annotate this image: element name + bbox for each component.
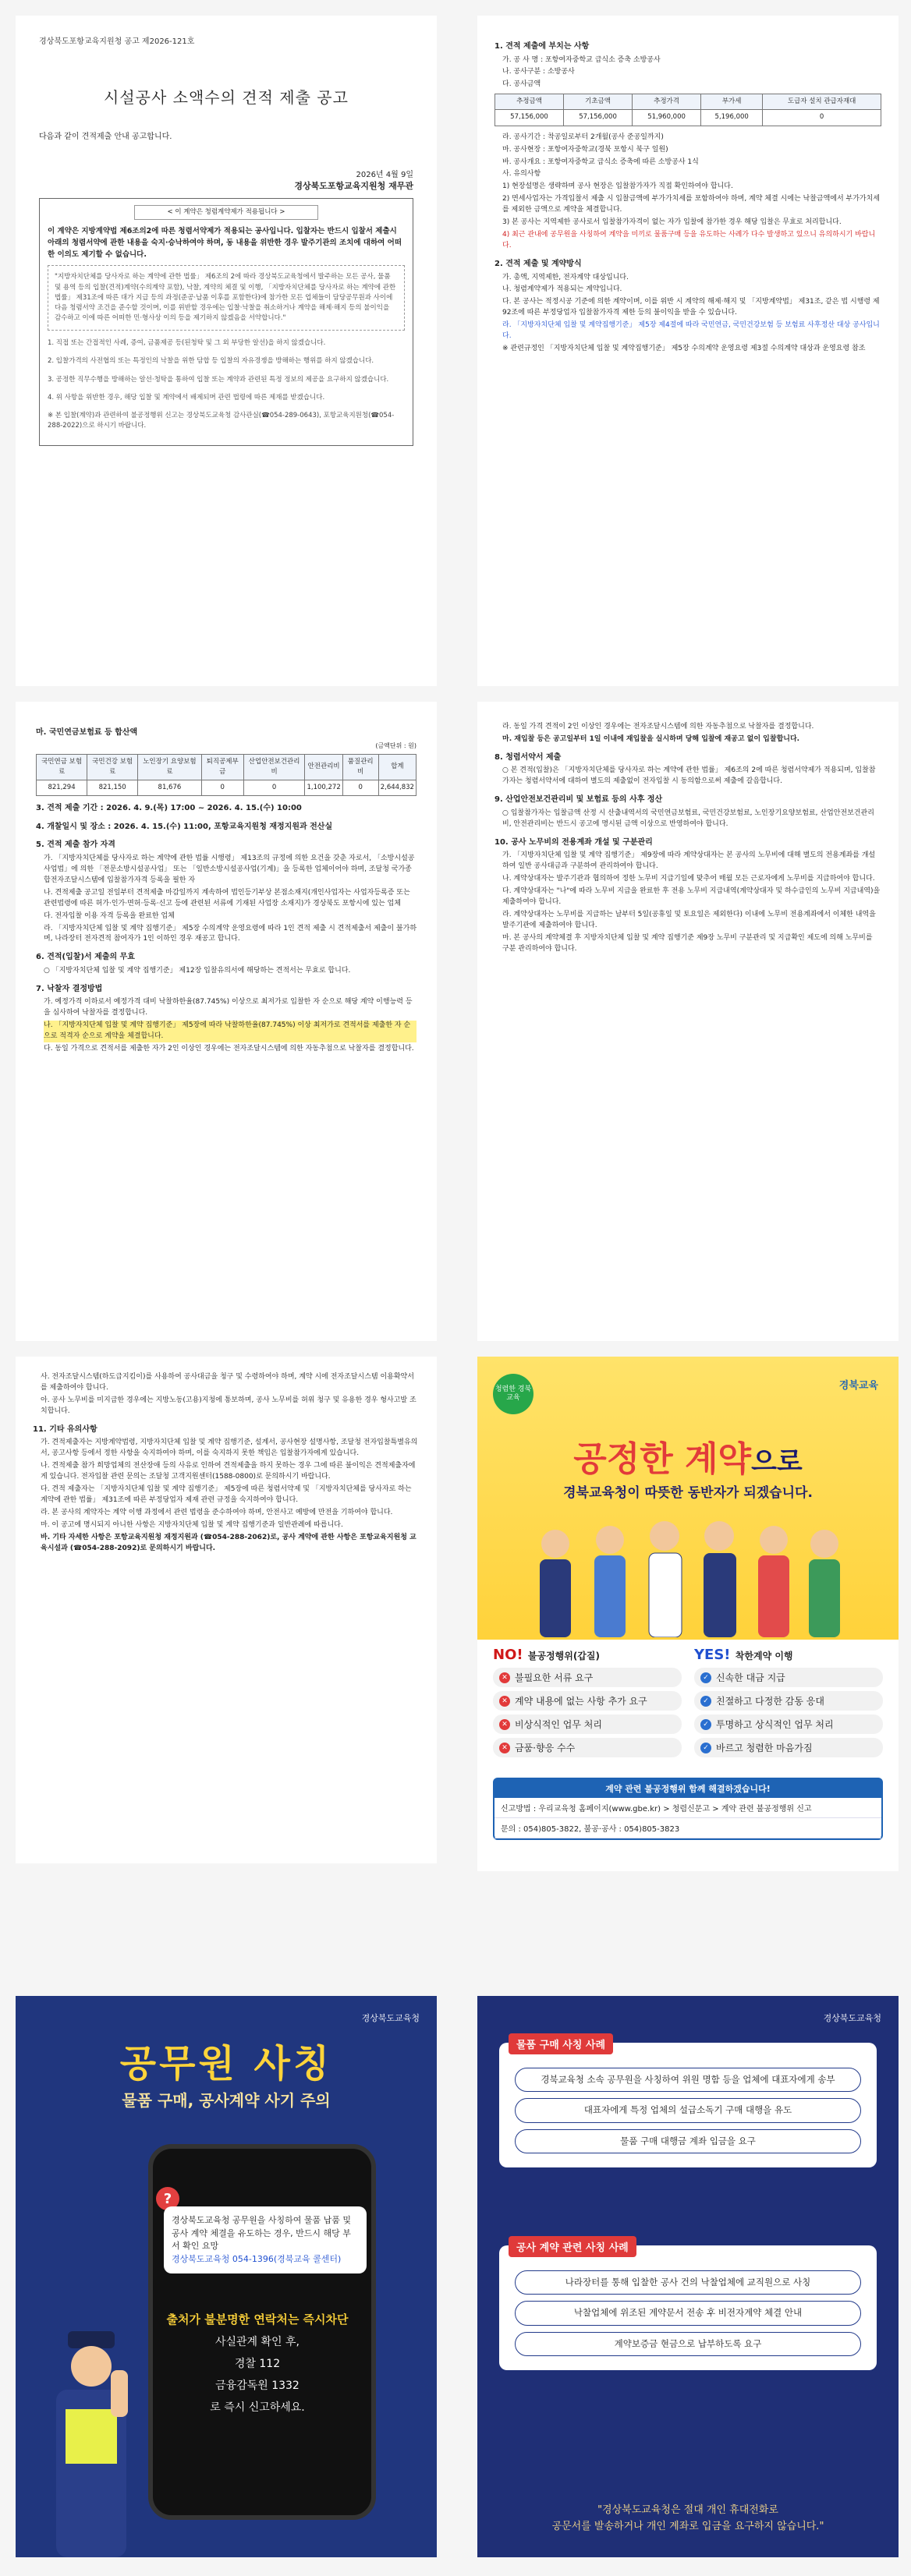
integrity-box xyxy=(39,198,413,446)
notice-org: 경상북도포항교육지원청 재무관 xyxy=(294,181,413,191)
ins-header: 퇴직공제부금 xyxy=(201,754,243,780)
invalid-a: ○ 「지방자치단체 입찰 및 계약 집행기준」 제12장 입찰유의서에 해당하는 견적서는 무효로 합니다. xyxy=(44,966,351,975)
etc-a: 가. 견적제출자는 지방계약법령, 지방자치단체 입찰 및 계약 집행기준, 설계서, 공사현장 설명사항, 조달청 전자입찰특별유의서, 공고사항 등에서 정한 사항을 숙지하여야 하며, 이를 숙지하지 못한 책임은 입찰참가자에게 있습니다. xyxy=(41,1438,418,1458)
price-header: 추정금액 xyxy=(495,94,564,110)
ins-cell: 1,100,272 xyxy=(305,780,342,796)
p4-top2: 마. 재입찰 등은 공고일부터 1일 이내에 재입찰을 실시하며 당해 입찰에 재공고 없이 입찰합니다. xyxy=(502,734,800,743)
caution-4: 4) 최근 관내에 공무원을 사칭하여 계약을 미끼로 물품구매 등을 유도하는 사례가 다수 발생하고 있으니 유의하시기 바랍니다. xyxy=(502,231,876,250)
etc-e: 마. 이 공고에 명시되지 아니한 사항은 지방자치단체 입찰 및 계약 집행기준과 일반관례에 따릅니다. xyxy=(41,1520,343,1529)
ins-cell: 0 xyxy=(201,780,243,796)
pledge-item-3: 3. 공정한 직무수행을 방해하는 알선·청탁을 통하여 입찰 또는 계약과 관련된 특정 정보의 제공을 요구하지 않겠습니다. xyxy=(48,375,389,384)
ins-cell: 821,294 xyxy=(37,780,87,796)
integrity-pledge: "지방자치단체를 당사자로 하는 계약에 관한 법률」 제6조의 2에 따라 경상북도교육청에서 발주하는 모든 공사, 물품 및 용역 등의 입찰(견적)계약(수의계약 포함), 낙찰, 계약의 체결 및 이행, 「지방자치단체를 당사자로 하는 계약에 관한 법률」 제31조에 따른 대가 지급 등의 과정(준공·납품 이후를 포함한다)에 참가한 모든 업체들이 담당공무원과 사이에 다음 청렴서약 조건을 준수할 것이며, 이를 위반할 경우에는 입찰·낙찰을 취소하거나 계약을 해제·해지 등의 불이익을 감수하고 이에 따른 어떠한 민·형사상 이의 등을 제기하지 않겠음을 서약합니다." xyxy=(48,265,405,331)
contract-d: 라. 「지방자치단체 입찰 및 계약집행기준」 제5장 제4절에 따라 국민연금, 국민건강보험 등 보험료 사후정산 대상 공사입니다. xyxy=(502,321,880,341)
price-cell: 57,156,000 xyxy=(495,110,564,126)
gbe-logo: 경상북도교육청 xyxy=(361,2013,420,2023)
p5-a: 사. 전자조달시스템(하도급지킴이)를 사용하여 공사대금을 청구 및 수령하여야 하며, 계약 시에 전자조달시스템 이용확약서를 제출하여야 합니다. xyxy=(41,1373,414,1392)
caution-2: 2) 면세사업자는 가격입찰서 제출 시 입찰금액에 부가가치세를 포함하여야 하며, 계약 체결 시에는 낙찰금액에서 부가가치세를 제외한 금액으로 계약을 체결합니다. xyxy=(502,195,880,214)
labor-b: 나. 계약상대자는 발주기관과 협의하여 정한 노무비 지급기일에 맞추어 매월 모든 근로자에게 노무비를 지급하여야 합니다. xyxy=(502,875,875,883)
labor-c: 다. 계약상대자는 "나"에 따라 노무비 지급을 완료한 후 전용 노무비 지급내역(계약상대자 및 하수급인의 노무비 지급내역)을 제출하여야 합니다. xyxy=(502,886,881,906)
case-item: 물품 구매 대행금 계좌 입금을 요구 xyxy=(515,2129,861,2153)
etc-c: 다. 견적 제출자는 「지방자치단체 입찰 및 계약 집행기준」 제5장에 따른 청렴서약제 및 「지방자치단체를 당사자로 하는 계약에 관한 법률」 제31조에 따른 부정당업자 제재 관련 규정을 숙지하여야 합니다. xyxy=(41,1485,412,1504)
x-icon: ✕ xyxy=(499,1696,510,1707)
etc-f: 바. 기타 자세한 사항은 포항교육지원청 재정지원과 (☎054-288-2062)로, 공사 계약에 관한 사항은 포항교육지원청 교육시설과 (☎054-288-2092)로 문의하시기 바랍니다. xyxy=(41,1533,417,1552)
section-11: 11. 기타 유의사항 xyxy=(33,1424,97,1434)
qual-d: 라. 「지방자치단체 입찰 및 계약 집행기준」 제5장 수의계약 운영요령에 따라 1인 견적 제출 시 견적제출서 제출이 불가하며, 나라장터 전자견적 참여자가 1인 이하인 경우 재공고 합니다. xyxy=(44,924,417,943)
people-illustration xyxy=(509,1513,867,1637)
case-item: 계약보증금 현금으로 납부하도록 요구 xyxy=(515,2332,861,2356)
integrity-lead: 이 계약은 지방계약법 제6조의2에 따른 청렴서약제가 적용되는 공사입니다. 입찰자는 반드시 입찰서 제출시 아래의 청렴서약에 관한 내용을 숙지·승낙하여야 하며, 동 내용을 위반한 경우 발주기관의 조치에 대하여 어떠한 이의도 제기할 수 없습니다. xyxy=(48,227,402,259)
yes-column xyxy=(694,1647,883,1761)
section-3: 3. 견적 제출 기간 : 2026. 4. 9.(목) 17:00 ~ 2026. 4. 15.(수) 10:00 xyxy=(36,804,302,813)
caution-3: 3) 본 공사는 지역제한 공사로서 입찰참가자격이 없는 자가 입찰에 참가한 경우 해당 입찰은 무효로 처리합니다. xyxy=(502,218,842,227)
check-icon: ✓ xyxy=(700,1696,711,1707)
closing-statement xyxy=(477,2503,899,2535)
price-header: 추정가격 xyxy=(633,94,701,110)
impersonation-subtitle: 물품 구매, 공사계약 사기 주의 xyxy=(122,2091,331,2110)
settlement: ○ 입찰참가자는 입찰금액 산정 시 산출내역서의 국민연금보험료, 국민건강보험료, 노인장기요양보험료, 산업안전보건관리비, 안전관리비는 반드시 공고에 명시된 금액 이상으로 반영하여야 합니다. xyxy=(502,809,874,828)
section-6: 6. 견적(입찰)서 제출의 무효 xyxy=(36,953,135,962)
fair-contract-poster xyxy=(477,1357,899,1871)
case-item: 낙찰업체에 위조된 계약문서 전송 후 비전자계약 체결 안내 xyxy=(515,2301,861,2325)
no-item-label: 계약 내용에 없는 사항 추가 요구 xyxy=(515,1696,647,1707)
ins-header: 합계 xyxy=(378,754,416,780)
no-yes-section xyxy=(493,1647,883,1761)
page-4 xyxy=(477,702,899,1341)
yes-item xyxy=(694,1738,883,1757)
report-method: 신고방법 : 우리교육청 홈페이지(www.gbe.kr) > 청렴신문고 > 계약 관련 불공정행위 신고 xyxy=(494,1798,881,1818)
notice-number: 경상북도포항교육지원청 공고 제2026-121호 xyxy=(39,37,195,46)
etc-b: 나. 견적제출 참가 희망업체의 전산장애 등의 사유로 인하여 견적제출을 하지 못하는 경우 그에 따른 불이익은 견적제출자에게 있습니다. 전자입찰 관련 문의는 조달청 고객지원센터(1588-0800)로 문의하시기 바랍니다. xyxy=(41,1462,416,1481)
ins-header: 국민연금 보험료 xyxy=(37,754,87,780)
project-site: 마. 공사현장 : 포항여자중학교(경북 포항시 북구 일원) xyxy=(502,145,668,154)
yes-item-label: 바르고 청렴한 마음가짐 xyxy=(716,1743,813,1753)
contract-c: 다. 본 공사는 적정시공 기준에 의한 계약이며, 이를 위반 시 계약의 해제·해지 및 「지방계약법」 제31조, 같은 법 시행령 제92조에 따른 부정당업자 입찰참가자격 제한 등의 불이익을 받을 수 있습니다. xyxy=(502,298,880,317)
report-contact: 문의 : 054)805-3822, 불공·공사 : 054)805-3823 xyxy=(494,1818,881,1838)
qual-b: 나. 견적제출 공고일 전일부터 견적제출 마감일까지 계속하여 법인등기부상 본점소재지(개인사업자는 사업자등록증 또는 관련법령에 따른 허가·인가·면허·등록·신고 등에 관련된 서류에 기재된 사업장 소재지)가 경상북도 포항시에 있는 업체 xyxy=(44,888,410,908)
project-period: 라. 공사기간 : 착공일로부터 2개월(공사 준공일까지) xyxy=(502,133,664,141)
no-item-label: 불필요한 서류 요구 xyxy=(515,1672,594,1683)
yes-item xyxy=(694,1714,883,1734)
check-icon: ✓ xyxy=(700,1719,711,1730)
poster-headline xyxy=(477,1431,899,1481)
report-message xyxy=(164,2308,351,2419)
report-footer xyxy=(493,1778,883,1840)
integrity-box-head: < 이 계약은 청렴계약제가 적용됩니다 > xyxy=(134,205,318,220)
msg-police: 경찰 112 xyxy=(234,2358,281,2370)
x-icon: ✕ xyxy=(499,1672,510,1683)
yes-item-label: 신속한 대금 지급 xyxy=(716,1672,785,1683)
section-2: 2. 견적 제출 및 계약방식 xyxy=(494,260,582,269)
no-item-label: 비상식적인 업무 처리 xyxy=(515,1719,602,1730)
no-item xyxy=(493,1668,682,1687)
yes-item-label: 친절하고 다정한 감동 응대 xyxy=(716,1696,824,1707)
contract-b: 나. 청렴계약제가 적용되는 계약입니다. xyxy=(502,285,622,294)
page-5 xyxy=(16,1357,437,1863)
award-b: 나. 「지방자치단체 입찰 및 계약 집행기준」 제5장에 따라 낙찰하한율(87.745%) 이상 최저가로 견적서를 제출한 자 순으로 적격자 순으로 계약을 체결합니다. xyxy=(44,1021,417,1042)
price-header: 기초금액 xyxy=(564,94,633,110)
qual-a: 가. 「지방자치단체를 당사자로 하는 계약에 관한 법률 시행령」 제13조의 규정에 의한 요건을 갖춘 자로서, 「소방시설공사업법」에 의한 「전문소방시설공사업」 또는 「일반소방시설공사업(기계)」을 등록한 업체이어야 하며, 조달청 국가종합전자조달시스템에 입찰참가자격 등록을 필한 자 xyxy=(44,854,415,884)
x-icon: ✕ xyxy=(499,1743,510,1753)
price-header: 도급자 설치 관급자재대 xyxy=(763,94,881,110)
question-icon: ? xyxy=(156,2187,179,2210)
msg-report: 로 즉시 신고하세요. xyxy=(210,2401,305,2414)
report-contact: ※ 본 입찰(계약)과 관련하여 불공정행위 신고는 경상북도교육청 감사관실(☎054-289-0643), 포항교육지원청(☎054-288-2022)으로 하시기 바랍니다. xyxy=(48,411,395,430)
award-c: 다. 동일 가격으로 견적서를 제출한 자가 2인 이상인 경우에는 전자조달시스템에 의한 자동추첨으로 낙찰자를 결정합니다. xyxy=(44,1045,414,1053)
ins-cell: 81,676 xyxy=(138,780,201,796)
page-2 xyxy=(477,16,899,686)
pledge-item-4: 4. 위 사항을 위반한 경우, 해당 입찰 및 계약에서 배제되며 관련 법령에 따른 제재를 받겠습니다. xyxy=(48,393,325,402)
contract-note: ※ 관련규정인 「지방자치단체 입찰 및 계약집행기준」 제5장 수의계약 운영요령 제3절 수의계약 대상과 운영요령 참조 xyxy=(502,345,866,353)
price-table xyxy=(494,94,881,126)
yes-item xyxy=(694,1691,883,1711)
no-title: NO! xyxy=(493,1647,523,1663)
gbe-logo: 경북교육 xyxy=(838,1380,878,1392)
project-type: 나. 공사구분 : 소방공사 xyxy=(502,68,575,76)
section-7: 7. 낙찰자 결정방법 xyxy=(36,984,103,993)
no-item-label: 금품·향응 수수 xyxy=(515,1743,576,1753)
section-9: 9. 산업안전보건관리비 및 보험료 등의 사후 정산 xyxy=(494,795,663,805)
ins-cell: 821,150 xyxy=(87,780,138,796)
police-officer-illustration xyxy=(33,2323,150,2557)
ins-header: 품질관리비 xyxy=(342,754,378,780)
caution-label: 사. 유의사항 xyxy=(502,170,541,179)
headline-tail: 으로 xyxy=(751,1446,803,1477)
ins-header: 안전관리비 xyxy=(305,754,342,780)
labor-e: 마. 본 공사의 계약체결 후 지방자치단체 입찰 및 계약 집행기준 제9장 노무비 구분관리 및 지급확인 제도에 의해 노무비를 구분 관리하여야 합니다. xyxy=(502,933,873,953)
section-1: 1. 견적 제출에 부치는 사항 xyxy=(494,42,590,51)
case-item: 대표자에게 특정 업체의 설급소독기 구매 대행을 유도 xyxy=(515,2098,861,2122)
yes-title: YES! xyxy=(694,1647,731,1663)
impersonation-poster xyxy=(16,1996,437,2557)
yes-subtitle: 착한계약 이행 xyxy=(735,1651,793,1661)
labor-d: 라. 계약상대자는 노무비를 지급하는 날부터 5일(공휴일 및 토요일은 제외한다) 이내에 노무비 전용계좌에서 이체한 내역을 발주기관에 제출하여야 합니다. xyxy=(502,910,876,929)
notice-intro: 다음과 같이 견적제출 안내 공고합니다. xyxy=(39,133,172,141)
award-a: 가. 예정가격 이하로서 예정가격 대비 낙찰하한율(87.745%) 이상으로 최저가로 입찰한 자 순으로 해당 계약 이행능력 등을 심사하여 낙찰자를 결정합니다. xyxy=(44,998,413,1017)
section-10: 10. 공사 노무비의 전용계좌 개설 및 구분관리 xyxy=(494,837,653,847)
ins-cell: 2,644,832 xyxy=(378,780,416,796)
pledge-item-2: 2. 입찰가격의 사전협의 또는 특정인의 낙찰을 위한 담합 등 입찰의 자유경쟁을 방해하는 행위를 하지 않겠습니다. xyxy=(48,357,374,366)
section-5: 5. 견적 제출 참가 자격 xyxy=(36,840,115,850)
yes-item xyxy=(694,1668,883,1687)
no-column xyxy=(493,1647,682,1761)
section-8: 8. 청렴서약서 제출 xyxy=(494,752,562,762)
pledge-item-1: 1. 직접 또는 간접적인 사례, 증여, 금품제공 등(된청탁 및 그 외 부당한 알선)을 하지 않겠습니다. xyxy=(48,339,326,348)
section-4: 4. 개찰일시 및 장소 : 2026. 4. 15.(수) 11:00, 포항교육지원청 재정지원과 전산실 xyxy=(36,822,333,831)
caution-1: 1) 현장설명은 생략하며 공사 현장은 입찰참가자가 직접 확인하여야 합니다. xyxy=(502,182,733,191)
project-summary: 바. 공사개요 : 포항여자중학교 급식소 증축에 따른 소방공사 1식 xyxy=(502,157,699,166)
goods-cases xyxy=(499,2040,877,2167)
warning-text: 경상북도교육청 공무원을 사칭하여 물품 납품 및 공사 계약 체결을 유도하는 경우, 반드시 해당 부서 확인 요망 xyxy=(172,2215,352,2251)
ins-cell: 0 xyxy=(243,780,305,796)
contract-cases-tag: 공사 계약 관련 사칭 사례 xyxy=(509,2236,636,2257)
case-item: 나라장터를 통해 입찰한 공사 건의 낙찰업체에 교직원으로 사칭 xyxy=(515,2270,861,2295)
price-cell: 57,156,000 xyxy=(564,110,633,126)
notice-title: 시설공사 소액수의 견적 제출 공고 xyxy=(104,88,349,107)
msg-fss: 금융감독원 1332 xyxy=(215,2380,300,2392)
no-item xyxy=(493,1738,682,1757)
impersonation-headline: 공무원 사칭 xyxy=(119,2042,333,2086)
project-name: 가. 공 사 명 : 포항여자중학교 급식소 증축 소방공사 xyxy=(502,55,661,64)
warning-tel: 경상북도교육청 054-1396(경북교육 콜센터) xyxy=(172,2253,342,2264)
ins-header: 산업안전보건관리비 xyxy=(243,754,305,780)
project-amount-label: 다. 공사금액 xyxy=(502,80,541,89)
insurance-label: 마. 국민연금보험료 등 합산액 xyxy=(36,728,138,737)
closing-line-2: 공문서를 발송하거나 개인 계좌로 입금을 요구하지 않습니다." xyxy=(551,2521,824,2533)
contract-cases xyxy=(499,2242,877,2370)
price-cell: 0 xyxy=(763,110,881,126)
page-3 xyxy=(16,702,437,1341)
page-1 xyxy=(16,16,437,686)
closing-line-1: "경상북도교육청은 절대 개인 휴대전화로 xyxy=(597,2504,778,2517)
pledge-submit: ○ 본 견적(입찰)은 「지방자치단체를 당사자로 하는 계약에 관한 법률」 제6조의 2에 따른 청렴서약제가 적용되며, 입찰참가자는 청렴서약서에 대하여 별도의 제출없이 전자입찰 시 동의함으로써 제출에 갈음합니다. xyxy=(502,766,876,786)
ins-header: 노인장기 요양보험료 xyxy=(138,754,201,780)
unit-label: (금액단위 : 원) xyxy=(375,741,417,749)
contract-a: 가. 총액, 지역제한, 전자계약 대상입니다. xyxy=(502,273,629,281)
no-item xyxy=(493,1714,682,1734)
msg-check: 사실관계 확인 후, xyxy=(214,2336,300,2348)
goods-cases-tag: 물품 구매 사칭 사례 xyxy=(509,2033,613,2054)
case-item: 경북교육청 소속 공무원을 사칭하여 위원 명함 등을 업체에 대표자에게 송부 xyxy=(515,2068,861,2092)
p4-top: 라. 동일 가격 견적이 2인 이상인 경우에는 전자조달시스템에 의한 자동추첨으로 낙찰자를 결정합니다. xyxy=(502,723,814,731)
yes-item-label: 투명하고 상식적인 업무 처리 xyxy=(716,1719,834,1730)
etc-d: 라. 본 공사의 계약자는 계약 이행 과정에서 관련 법령을 준수하여야 하며, 안전사고 예방에 만전을 기하여야 합니다. xyxy=(41,1508,393,1516)
gbe-logo: 경상북도교육청 xyxy=(823,2013,881,2023)
impersonation-cases-poster xyxy=(477,1996,899,2557)
price-header: 부가세 xyxy=(701,94,763,110)
no-subtitle: 불공정행위(갑질) xyxy=(527,1651,600,1661)
msg-block: 출처가 불분명한 연락처는 즉시차단 xyxy=(166,2312,349,2327)
insurance-table xyxy=(36,754,417,797)
no-heading xyxy=(493,1647,682,1663)
qual-c: 다. 전자입찰 이용 자격 등록을 완료한 업체 xyxy=(44,911,175,920)
check-icon: ✓ xyxy=(700,1672,711,1683)
x-icon: ✕ xyxy=(499,1719,510,1730)
poster-subtitle: 경북교육청이 따뜻한 동반자가 되겠습니다. xyxy=(563,1485,813,1501)
labor-a: 가. 「지방자치단체 입찰 및 계약 집행기준」 제9장에 따라 계약상대자는 본 공사의 노무비에 대해 별도의 전용계좌를 개설하여 일반 공사대금과 구분하여 관리하여야 합니다. xyxy=(502,851,876,871)
no-item xyxy=(493,1691,682,1711)
price-cell: 51,960,000 xyxy=(633,110,701,126)
warning-bubble xyxy=(164,2206,367,2273)
headline-main: 공정한 계약 xyxy=(573,1439,752,1479)
integrity-badge: 청렴한 경북교육 xyxy=(493,1374,533,1414)
p5-b: 아. 공사 노무비를 미지급한 경우에는 지방노동(고용)지청에 통보하며, 공사 노무비를 허위 청구 및 유용한 경우 형사고발 조치합니다. xyxy=(41,1396,417,1415)
ins-header: 국민건강 보험료 xyxy=(87,754,138,780)
price-cell: 5,196,000 xyxy=(701,110,763,126)
notice-date: 2026년 4월 9일 xyxy=(356,171,413,179)
report-footer-head: 계약 관련 불공정행위 함께 해결하겠습니다! xyxy=(494,1779,881,1798)
check-icon: ✓ xyxy=(700,1743,711,1753)
yes-heading xyxy=(694,1647,883,1663)
ins-cell: 0 xyxy=(342,780,378,796)
